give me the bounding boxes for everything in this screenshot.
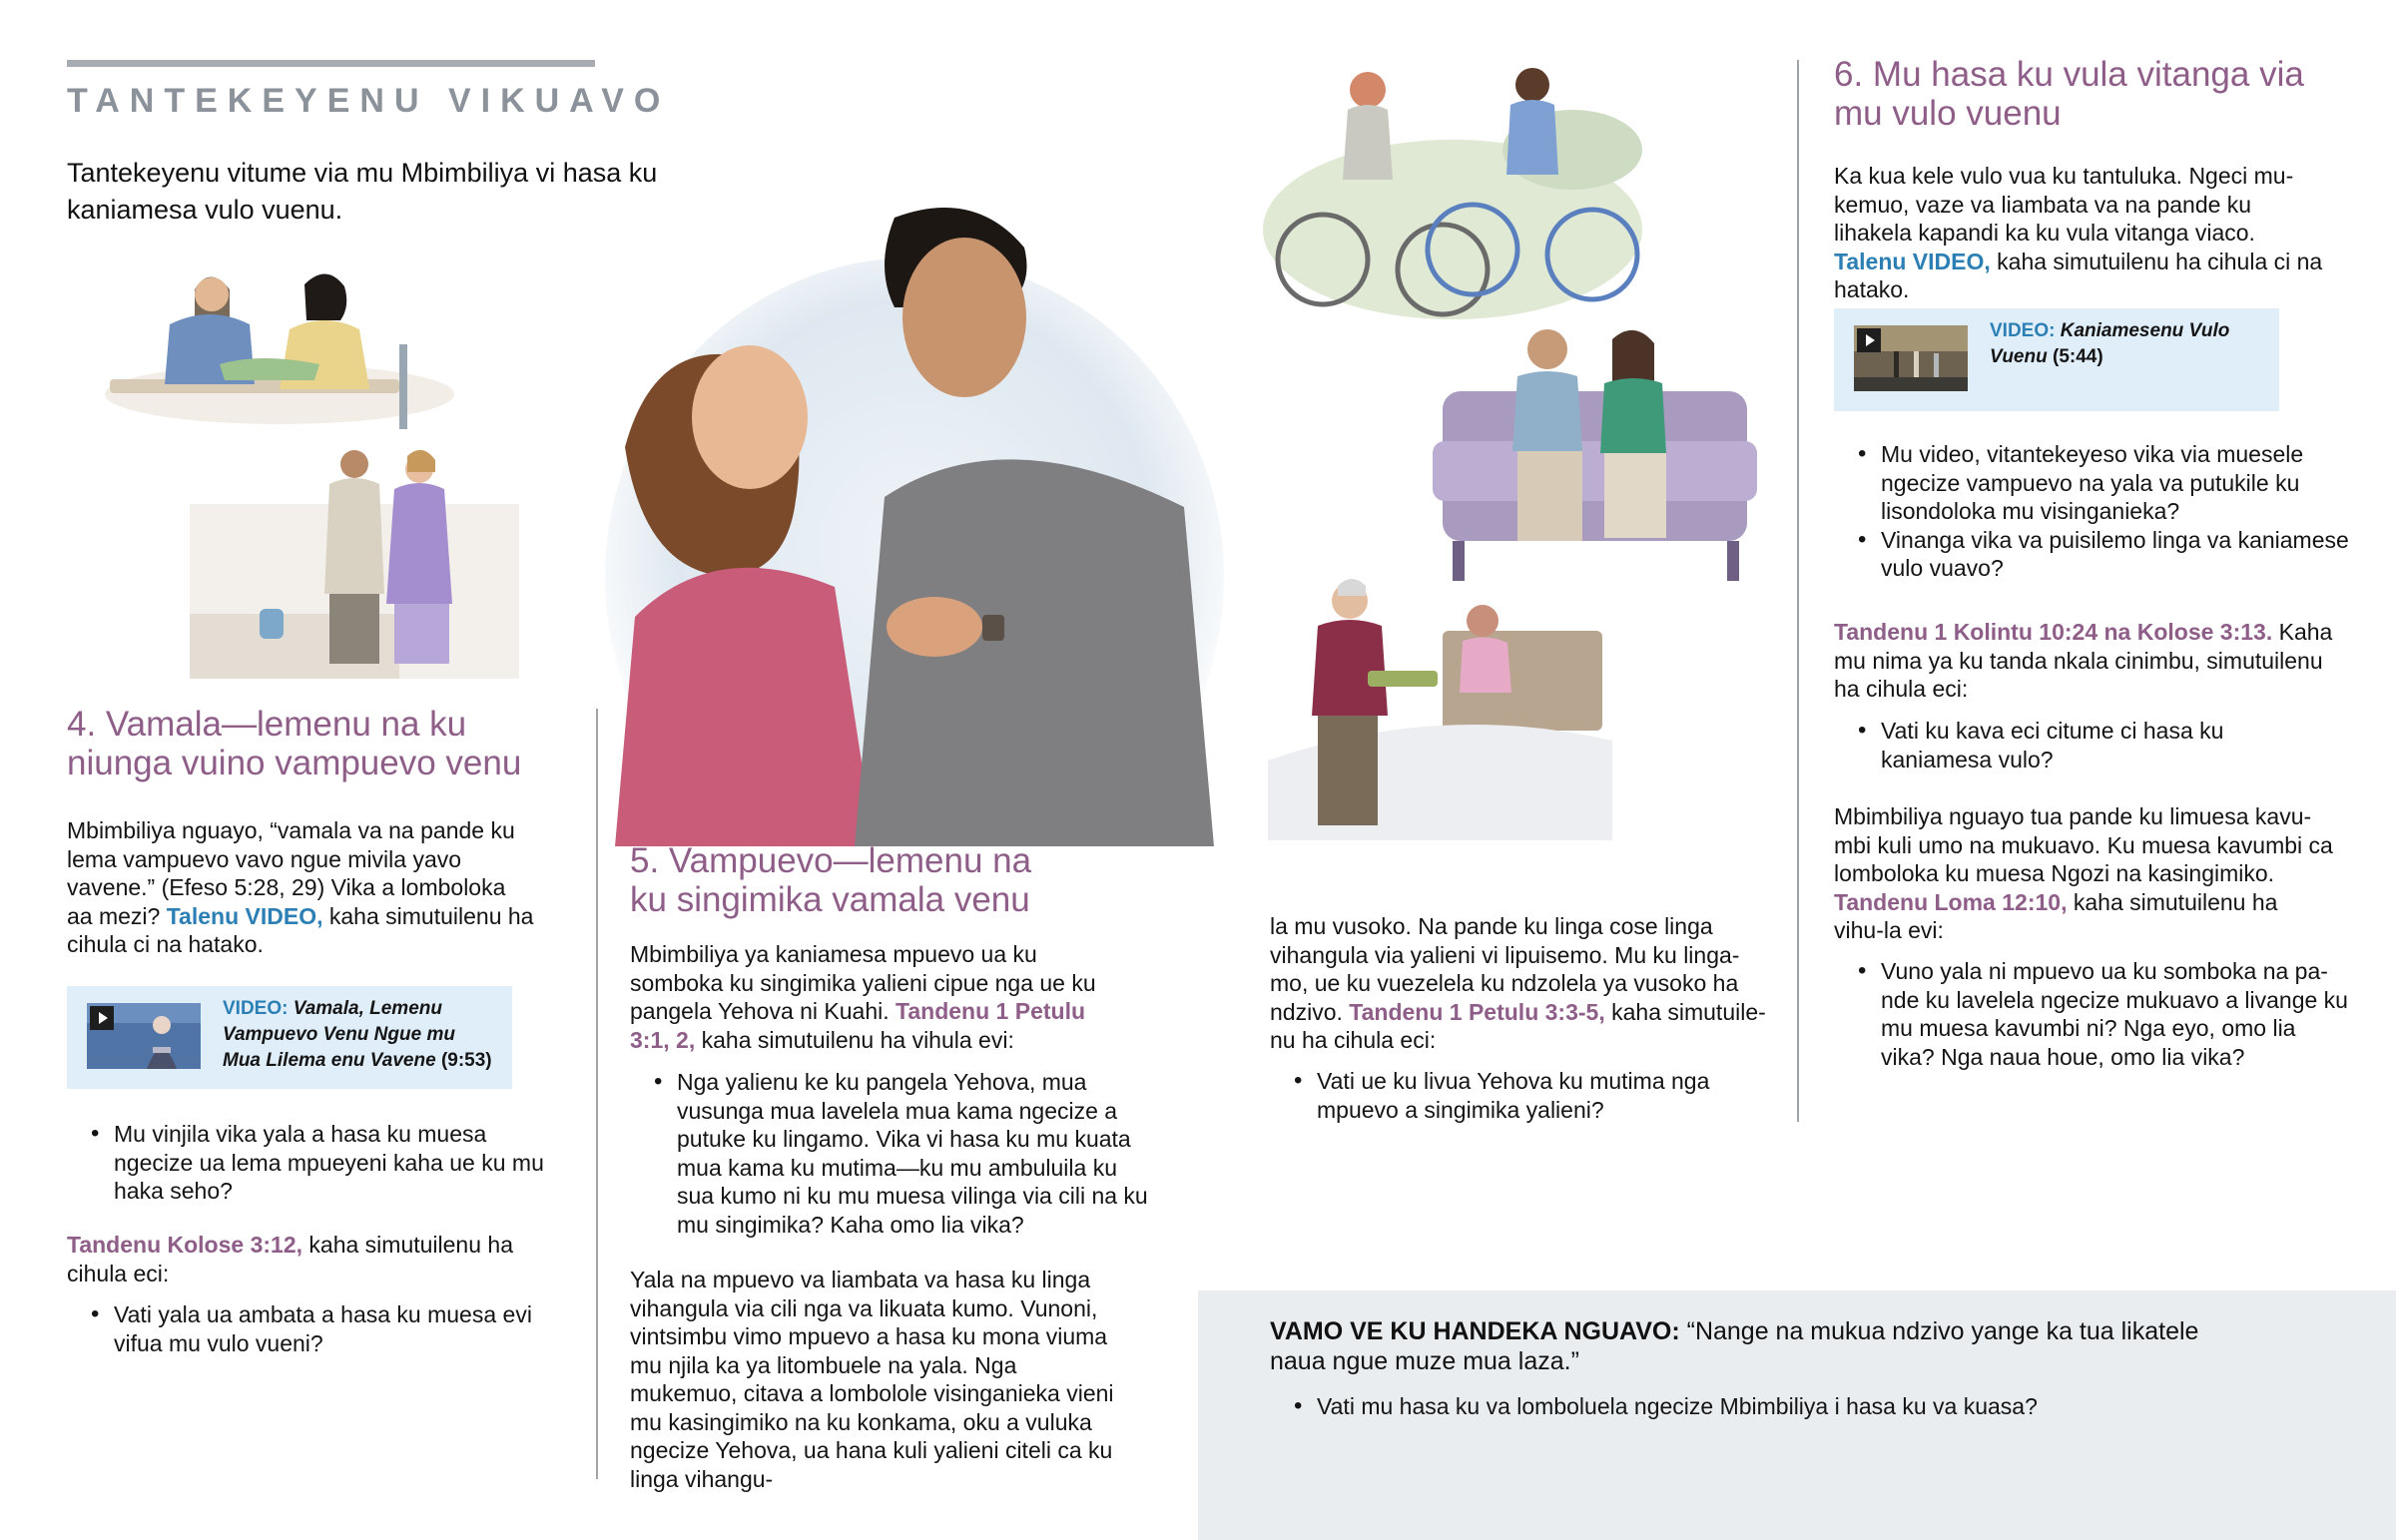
- cycling-couple-illustration: [1253, 60, 1652, 329]
- kitchen-couple-illustration: [190, 444, 519, 679]
- section-4-bullets-a: [67, 1120, 566, 1206]
- section-5-paragraph-3: la mu vusoko. Na pande ku linga cose linga vihangula via yalieni vi lipuisemo. Mu ku linga-mo, ue ku vuezelela ku ndzolela ya vusoko ha ndzivo. Tandenu 1 Petulu 3:3-5, kaha simutuile-nu ha cihula eci:: [1270, 913, 1766, 1053]
- section-4-heading: 4. Vamala—lemenu na ku niunga vuino vampuevo venu: [67, 705, 522, 782]
- list-item: • Vati mu hasa ku va lomboluela ngecize Mbimbiliya i hasa ku va kuasa?: [1270, 1392, 2268, 1421]
- study-couple-illustration: [100, 245, 459, 434]
- video-box-4[interactable]: [67, 986, 512, 1089]
- section-5-paragraph-2: Yala na mpuevo va liambata va hasa ku linga vihangula via cili nga va likuata kumo. Vunoni, vintsimbu vimo mpuevo a hasa ku mona viuma mu njila ka ya litombuele na yala. Nga mukemuo, citava a lombolole visinganieka vieni mu kasingimiko na ku konkama, oku a vuluka ngecize Yehova, ua hana kuli yalieni citeli ca ku linga vihangu-: [630, 1267, 1114, 1492]
- scripture-reference-link[interactable]: Tandenu 1 Petulu 3:3-5,: [1349, 998, 1605, 1025]
- some-say-quote: “Nange na mukua ndzivo yange ka tua likatele naua ngue muze mua laza.”: [1270, 1317, 2199, 1375]
- play-icon[interactable]: [1857, 328, 1881, 352]
- list-item: • Vati ue ku livua Yehova ku mutima nga mpuevo a singimika yalieni?: [1270, 1067, 1749, 1124]
- section-4-paragraph: Mbimbiliya nguayo, “vamala va na pande ku lema vampuevo vavo ngue mivila yavo vavene.” (Efeso 5:28, 29) Vika a lomboloka aa mezi? Talenu VIDEO, kaha simutuilenu ha cihula ci na hatako.: [67, 817, 534, 957]
- summary-intro: Tantekeyenu vitume via mu Mbimbiliya vi hasa ku kaniamesa vulo vuenu.: [67, 158, 658, 225]
- watch-video-link-6[interactable]: Talenu VIDEO,: [1834, 248, 1991, 274]
- column-divider-2: [1797, 60, 1799, 1122]
- list-item: • Vuno yala ni mpuevo ua ku somboka na pa-nde ku lavelela ngecize mukuavo a livange ku mu muesa kavumbi ni? Nga eyo, omo lia vika? Nga naua houe, omo lia vika?: [1834, 957, 2353, 1071]
- scripture-reference-link[interactable]: Tandenu Kolose 3:12,: [67, 1232, 303, 1258]
- video-caption-6: VIDEO: Kaniamesenu Vulo Vuenu (5:44): [1990, 320, 2230, 367]
- list-item: • Vati yala ua ambata a hasa ku muesa evi vifua mu vulo vueni?: [67, 1300, 566, 1357]
- list-item: • Vinanga vika va puisilemo linga va kaniamese vulo vuavo?: [1834, 526, 2353, 583]
- section-6-paragraph-2: Mbimbiliya nguayo tua pande ku limuesa kavu-mbi kuli umo na mukuavo. Ku muesa kavumbi ca lomboloka ku muesa Ngozi na kasingimiko. Tandenu Loma 12:10, kaha simutuilenu ha vihu-la evi:: [1834, 803, 2333, 943]
- summary-title: TANTEKEYENU VIKUAVO: [67, 82, 671, 120]
- summary-top-rule: [67, 60, 595, 67]
- some-say-label: VAMO VE KU HANDEKA NGUAVO:: [1270, 1317, 1680, 1345]
- section-6-bullets-c: [1834, 957, 2353, 1071]
- section-6-bullets-a: [1834, 440, 2353, 583]
- section-6-heading: 6. Mu hasa ku vula vitanga via mu vulo vuenu: [1834, 55, 2304, 133]
- video-thumbnail-4[interactable]: [87, 1003, 201, 1069]
- section-4-reference: Tandenu Kolose 3:12, kaha simutuilenu ha cihula eci:: [67, 1232, 513, 1286]
- scripture-reference-link[interactable]: Tandenu 1 Kolintu 10:24 na Kolose 3:13.: [1834, 619, 2273, 645]
- video-caption-4: VIDEO: Vamala, Lemenu Vampuevo Venu Ngue mu Mua Lilema enu Vavene (9:53): [223, 998, 492, 1071]
- list-item: • Vati ku kava eci citume ci hasa ku kaniamesa vulo?: [1834, 717, 2313, 773]
- watch-video-link-4[interactable]: Talenu VIDEO,: [166, 902, 323, 929]
- some-say-statement: [1270, 1316, 2248, 1376]
- some-say-bullets: [1270, 1392, 2268, 1421]
- section-6-reference-1: Tandenu 1 Kolintu 10:24 na Kolose 3:13. Kaha mu nima ya ku tanda nkala cinimbu, simutuilenu ha cihula eci:: [1834, 619, 2333, 702]
- list-item: • Nga yalienu ke ku pangela Yehova, mua vusunga mua lavelela mua kama ngecize a putuke ku lingamo. Vika vi hasa ku mu kuata mua kama ku mutima—ku mu ambuluila ku sua kumo ni ku mu muesa vilinga via cili na ku mu singimika? Kaha omo lia vika?: [630, 1068, 1149, 1239]
- section-5-bullets-b: [1270, 1067, 1749, 1124]
- scripture-reference-link[interactable]: Tandenu Loma 12:10,: [1834, 888, 2068, 915]
- caring-for-wife-illustration: [1268, 561, 1612, 845]
- scripture-reference-link[interactable]: Tandenu 1 Petulu 3:1, 2,: [630, 998, 1086, 1053]
- sofa-couple-illustration: [1433, 321, 1762, 591]
- play-icon[interactable]: [90, 1006, 114, 1030]
- section-5-paragraph-1: Mbimbiliya ya kaniamesa mpuevo ua ku somboka ku singimika yalieni cipue nga ue ku pangela Yehova ni Kuahi. Tandenu 1 Petulu 3:1, 2, kaha simutuilenu ha vihula evi:: [630, 941, 1096, 1053]
- list-item: • Mu vinjila vika yala a hasa ku muesa ngecize ua lema mpueyeni kaha ue ku mu haka seho?: [67, 1120, 566, 1206]
- video-thumbnail-6[interactable]: [1854, 325, 1968, 391]
- list-item: • Mu video, vitantekeyeso vika via muesele ngecize vampuevo na yala va putukile ku lisondoloka mu visinganieka?: [1834, 440, 2353, 526]
- section-6-paragraph-1: Ka kua kele vulo vua ku tantuluka. Ngeci mu-kemuo, vaze va liambata va na pande ku lihakela kapandi ka ku vula vitanga viaco. Talenu VIDEO, kaha simutuilenu ha cihula ci na hatako.: [1834, 163, 2323, 302]
- couple-holding-hands-illustration: [595, 198, 1234, 846]
- section-5-heading: 5. Vampuevo—lemenu na ku singimika vamala venu: [630, 841, 1032, 919]
- section-4-bullets-b: [67, 1300, 566, 1357]
- section-5-bullets-a: [630, 1068, 1149, 1239]
- video-box-6[interactable]: [1834, 308, 2279, 411]
- section-6-bullets-b: [1834, 717, 2313, 773]
